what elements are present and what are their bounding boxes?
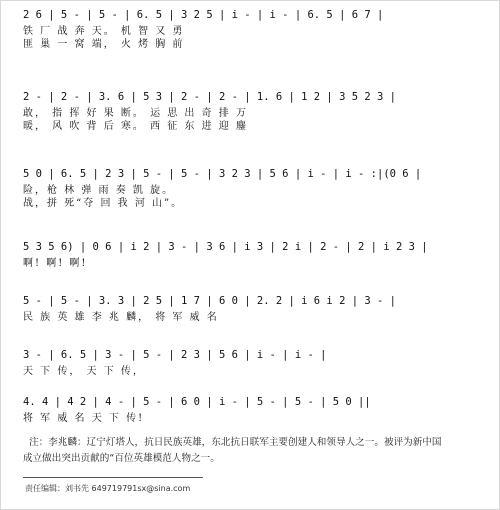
score-system-7: [23, 392, 481, 425]
score-system-4: [23, 237, 481, 270]
notation-line: 3 - | 6. 5 | 3 - | 5 - | 2 3 | 5 6 | i - | i - |: [23, 349, 327, 361]
lyric-line: 战，拼 死“夺 回 我 河 山”。: [23, 198, 184, 209]
notation-line: 2 6 | 5 - | 5 - | 6. 5 | 3 2 5 | i - | i - | 6. 5 | 6 7 |: [23, 9, 384, 21]
lyric-line: 匪 巢 一 窝 端， 火 烤 胸 前: [23, 39, 185, 50]
notation-line: 5 0 | 6. 5 | 2 3 | 5 - | 5 - | 3 2 3 | 5 6 | i - | i - :|(0 6 |: [23, 168, 422, 180]
lyric-line: 将 军 威 名 天 下 传!: [23, 413, 145, 424]
footnote: [23, 435, 481, 467]
score-system-2: [23, 87, 481, 133]
notation-line: 2 - | 2 - | 3. 6 | 5 3 | 2 - | 2 - | 1. 6 | 1 2 | 3 5 2 3 |: [23, 91, 396, 103]
footnote-line: 成立做出突出贡献的“百位英雄模范人物之一。: [23, 453, 220, 464]
lyric-line: 险，枪 林 弹 雨 奏 凯 旋。: [23, 185, 175, 196]
score-system-1: [23, 5, 481, 51]
notation-line: 5 3 5 6) | 0 6 | i 2 | 3 - | 3 6 | i 3 | 2 i | 2 - | 2 | i 2 3 |: [23, 241, 428, 253]
lyric-line: 民 族 英 雄 李 兆 麟， 将 军 威 名: [23, 312, 219, 323]
score-system-6: [23, 345, 481, 378]
lyric-line: 敢， 指 挥 好 果 断。 运 思 出 奇 排 万: [23, 108, 248, 119]
lyric-line: 天 下 传， 天 下 传，: [23, 366, 145, 377]
score-system-5: [23, 291, 481, 324]
lyric-line: 铁 厂 战 奔 天。 机 智 又 勇: [23, 26, 185, 37]
footnote-line: 注：李兆麟：辽宁灯塔人，抗日民族英雄，东北抗日联军主要创建人和领导人之一。被评为新中国: [29, 437, 442, 448]
editor-credit: 责任编辑：刘书先 649719791sx@sina.com: [25, 484, 191, 493]
lyric-line: 暖， 风 吹 背 后 寒。 西 征 东 进 迎 鏖: [23, 121, 248, 132]
editor-divider: [23, 477, 203, 478]
notation-line: 5 - | 5 - | 3. 3 | 2 5 | 1 7 | 6 0 | 2. 2 | i 6 i 2 | 3 - |: [23, 295, 396, 307]
score-system-3: [23, 164, 481, 210]
notation-line: 4. 4 | 4 2 | 4 - | 5 - | 6 0 | i - | 5 - | 5 - | 5 0 ||: [23, 396, 371, 408]
lyric-line: 啊! 啊! 啊!: [23, 258, 88, 269]
